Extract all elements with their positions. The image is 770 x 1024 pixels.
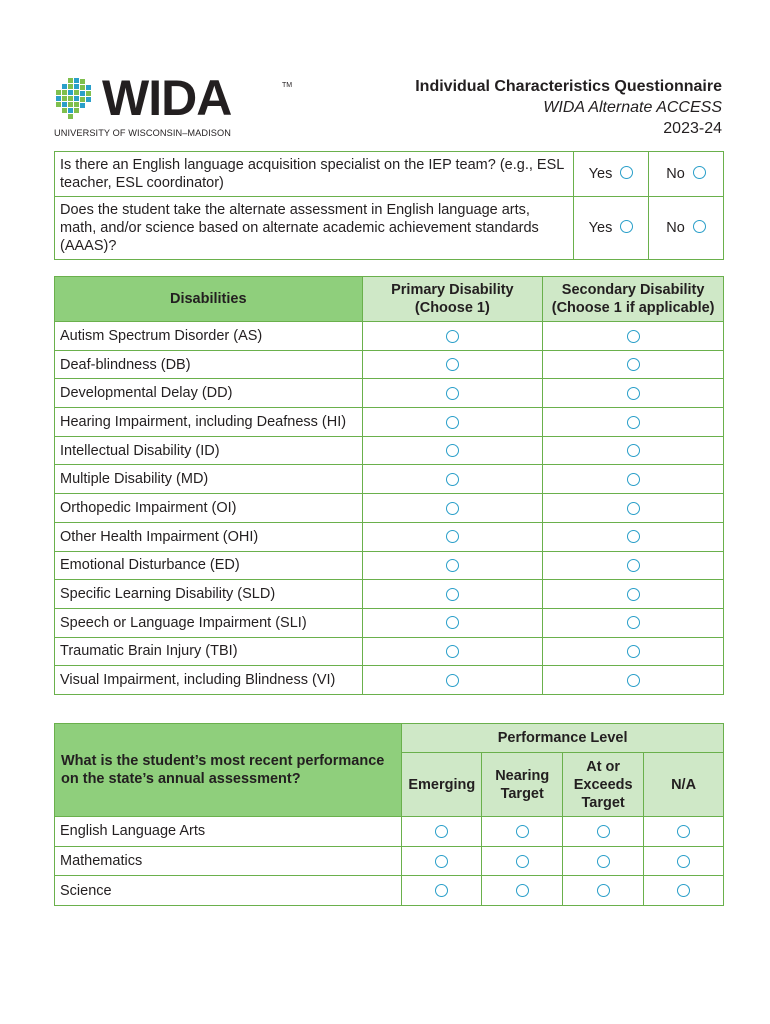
disability-row <box>55 379 724 408</box>
disability-label: Developmental Delay (DD) <box>55 379 363 408</box>
primary-radio-icon[interactable] <box>446 616 459 629</box>
disabilities-table <box>54 276 724 695</box>
secondary-radio-icon[interactable] <box>627 616 640 629</box>
disabilities-header: Disabilities <box>55 277 363 322</box>
primary-disability-cell <box>362 408 543 437</box>
disability-row <box>55 637 724 666</box>
yes-option[interactable] <box>574 197 649 260</box>
secondary-radio-icon[interactable] <box>627 416 640 429</box>
primary-radio-icon[interactable] <box>446 645 459 658</box>
subject-label: Science <box>55 876 402 906</box>
disability-row <box>55 666 724 695</box>
primary-disability-cell <box>362 379 543 408</box>
performance-radio-icon[interactable] <box>677 884 690 897</box>
disability-row <box>55 350 724 379</box>
disability-label: Speech or Language Impairment (SLI) <box>55 608 363 637</box>
disability-row <box>55 522 724 551</box>
performance-level-option: At or Exceeds Target <box>563 753 644 817</box>
subject-row <box>55 817 724 847</box>
disability-row <box>55 322 724 351</box>
disability-row <box>55 551 724 580</box>
secondary-radio-icon[interactable] <box>627 387 640 400</box>
secondary-disability-cell <box>543 494 724 523</box>
disability-label: Intellectual Disability (ID) <box>55 436 363 465</box>
subject-label: English Language Arts <box>55 817 402 847</box>
yes-label: Yes <box>588 166 613 182</box>
document-subtitle: WIDA Alternate ACCESS <box>543 99 722 116</box>
performance-radio-icon[interactable] <box>516 884 529 897</box>
subject-row <box>55 876 724 906</box>
disability-label: Orthopedic Impairment (OI) <box>55 494 363 523</box>
performance-level-header: Performance Level <box>402 724 724 753</box>
primary-disability-cell <box>362 465 543 494</box>
secondary-disability-cell <box>543 522 724 551</box>
performance-cell <box>482 817 563 847</box>
subject-label: Mathematics <box>55 846 402 876</box>
secondary-disability-header: Secondary Disability (Choose 1 if applicable) <box>543 277 724 322</box>
performance-radio-icon[interactable] <box>677 825 690 838</box>
performance-cell <box>563 817 644 847</box>
disability-label: Multiple Disability (MD) <box>55 465 363 494</box>
primary-radio-icon[interactable] <box>446 387 459 400</box>
radio-icon[interactable] <box>693 220 706 233</box>
secondary-radio-icon[interactable] <box>627 473 640 486</box>
primary-radio-icon[interactable] <box>446 330 459 343</box>
disability-row <box>55 465 724 494</box>
secondary-radio-icon[interactable] <box>627 502 640 515</box>
primary-radio-icon[interactable] <box>446 559 459 572</box>
document-title: Individual Characteristics Questionnaire <box>415 78 722 95</box>
primary-disability-cell <box>362 608 543 637</box>
performance-cell <box>563 876 644 906</box>
primary-radio-icon[interactable] <box>446 358 459 371</box>
primary-disability-cell <box>362 322 543 351</box>
yes-label: Yes <box>588 220 613 236</box>
performance-cell <box>402 817 482 847</box>
secondary-radio-icon[interactable] <box>627 588 640 601</box>
performance-cell <box>482 846 563 876</box>
primary-disability-cell <box>362 522 543 551</box>
trademark: TM <box>282 82 293 89</box>
performance-cell <box>644 846 724 876</box>
primary-disability-cell <box>362 436 543 465</box>
question-text: Does the student take the alternate assessment in English language arts, math, and/or science based on alternate academic achievement standards (AAAS)? <box>55 197 574 260</box>
question-text: Is there an English language acquisition specialist on the IEP team? (e.g., ESL teacher, ESL coordinator) <box>55 152 574 197</box>
no-label: No <box>666 166 685 182</box>
primary-radio-icon[interactable] <box>446 530 459 543</box>
disability-label: Emotional Disturbance (ED) <box>55 551 363 580</box>
disability-label: Other Health Impairment (OHI) <box>55 522 363 551</box>
secondary-disability-cell <box>543 608 724 637</box>
secondary-radio-icon[interactable] <box>627 559 640 572</box>
disability-row <box>55 580 724 609</box>
disability-row <box>55 436 724 465</box>
performance-level-option: Emerging <box>402 753 482 817</box>
primary-radio-icon[interactable] <box>446 444 459 457</box>
performance-level-option: N/A <box>644 753 724 817</box>
primary-radio-icon[interactable] <box>446 473 459 486</box>
secondary-disability-cell <box>543 436 724 465</box>
primary-disability-cell <box>362 637 543 666</box>
performance-level-option: Nearing Target <box>482 753 563 817</box>
performance-radio-icon[interactable] <box>435 825 448 838</box>
primary-disability-cell <box>362 580 543 609</box>
performance-cell <box>482 876 563 906</box>
no-option[interactable] <box>649 197 724 260</box>
question-row <box>55 152 724 197</box>
disability-label: Deaf-blindness (DB) <box>55 350 363 379</box>
eligibility-questions <box>54 151 724 260</box>
performance-cell <box>563 846 644 876</box>
performance-radio-icon[interactable] <box>516 855 529 868</box>
no-label: No <box>666 220 685 236</box>
primary-disability-cell <box>362 494 543 523</box>
primary-radio-icon[interactable] <box>446 416 459 429</box>
primary-disability-cell <box>362 666 543 695</box>
performance-radio-icon[interactable] <box>435 884 448 897</box>
performance-radio-icon[interactable] <box>677 855 690 868</box>
secondary-radio-icon[interactable] <box>627 645 640 658</box>
secondary-radio-icon[interactable] <box>627 358 640 371</box>
secondary-disability-cell <box>543 465 724 494</box>
secondary-disability-cell <box>543 551 724 580</box>
secondary-radio-icon[interactable] <box>627 444 640 457</box>
question-row <box>55 197 724 260</box>
disability-label: Traumatic Brain Injury (TBI) <box>55 637 363 666</box>
performance-cell <box>644 817 724 847</box>
disability-label: Hearing Impairment, including Deafness (HI) <box>55 408 363 437</box>
secondary-disability-cell <box>543 350 724 379</box>
performance-radio-icon[interactable] <box>597 884 610 897</box>
secondary-disability-cell <box>543 666 724 695</box>
document-header <box>415 76 722 139</box>
performance-radio-icon[interactable] <box>516 825 529 838</box>
performance-radio-icon[interactable] <box>435 855 448 868</box>
secondary-radio-icon[interactable] <box>627 530 640 543</box>
primary-radio-icon[interactable] <box>446 674 459 687</box>
yes-option[interactable] <box>574 152 649 197</box>
subject-row <box>55 846 724 876</box>
secondary-disability-cell <box>543 408 724 437</box>
school-year: 2023-24 <box>663 120 722 137</box>
secondary-radio-icon[interactable] <box>627 674 640 687</box>
secondary-radio-icon[interactable] <box>627 330 640 343</box>
performance-question: What is the student’s most recent performance on the state’s annual assessment? <box>55 724 402 817</box>
disability-label: Visual Impairment, including Blindness (VI) <box>55 666 363 695</box>
radio-icon[interactable] <box>693 166 706 179</box>
disability-row <box>55 608 724 637</box>
performance-cell <box>402 846 482 876</box>
primary-radio-icon[interactable] <box>446 588 459 601</box>
secondary-disability-cell <box>543 322 724 351</box>
primary-disability-header: Primary Disability (Choose 1) <box>362 277 543 322</box>
wida-wordmark: WIDA <box>102 70 232 126</box>
primary-radio-icon[interactable] <box>446 502 459 515</box>
disability-row <box>55 494 724 523</box>
performance-radio-icon[interactable] <box>597 855 610 868</box>
radio-icon[interactable] <box>620 220 633 233</box>
wida-dots-icon <box>54 78 98 122</box>
no-option[interactable] <box>649 152 724 197</box>
radio-icon[interactable] <box>620 166 633 179</box>
secondary-disability-cell <box>543 580 724 609</box>
disability-label: Autism Spectrum Disorder (AS) <box>55 322 363 351</box>
secondary-disability-cell <box>543 379 724 408</box>
disability-row <box>55 408 724 437</box>
university-name: UNIVERSITY OF WISCONSIN–MADISON <box>54 128 232 138</box>
performance-cell <box>644 876 724 906</box>
secondary-disability-cell <box>543 637 724 666</box>
primary-disability-cell <box>362 350 543 379</box>
performance-cell <box>402 876 482 906</box>
performance-table <box>54 723 724 906</box>
wida-logo <box>54 70 293 140</box>
performance-radio-icon[interactable] <box>597 825 610 838</box>
disability-label: Specific Learning Disability (SLD) <box>55 580 363 609</box>
primary-disability-cell <box>362 551 543 580</box>
